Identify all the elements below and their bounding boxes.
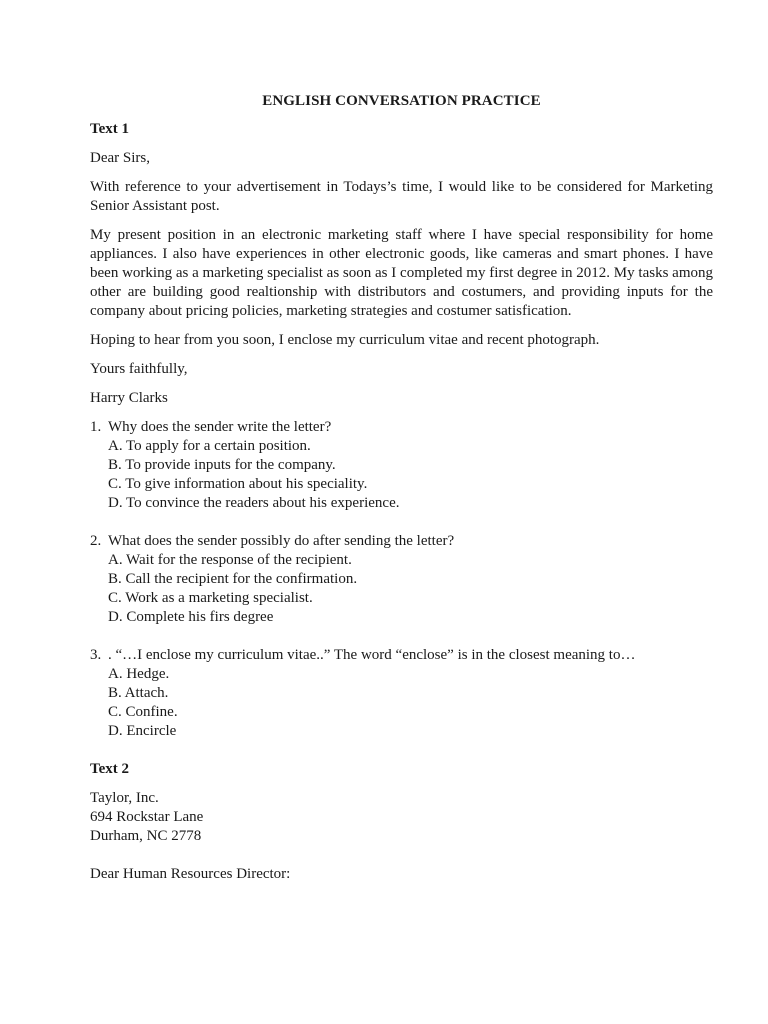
question-1	[90, 418, 713, 513]
question-3	[90, 646, 713, 741]
recipient-address	[90, 789, 713, 846]
answer-option: D. Encircle	[108, 723, 177, 739]
text1-salutation: Dear Sirs,	[90, 150, 150, 166]
answer-option: A. Wait for the response of the recipient.	[108, 552, 352, 568]
question-stem	[90, 646, 713, 665]
text1-paragraph: With reference to your advertisement in Todays’s time, I would like to be considered for Marketing Senior Assistant post.	[90, 179, 713, 214]
answer-option: B. To provide inputs for the company.	[108, 457, 336, 473]
address-line: Durham, NC 2778	[90, 828, 202, 844]
question-number: 2.	[90, 533, 102, 549]
question-text: . “…I enclose my curriculum vitae..” The word “enclose” is in the closest meaning to…	[108, 647, 636, 663]
answer-option: C. To give information about his speciality.	[108, 476, 368, 492]
document-page	[90, 92, 713, 894]
question-number: 1.	[90, 419, 102, 435]
answer-option: A. Hedge.	[108, 666, 170, 682]
answer-option: A. To apply for a certain position.	[108, 438, 311, 454]
answer-option: D. Complete his firs degree	[108, 609, 274, 625]
text1-closing: Yours faithfully,	[90, 361, 188, 377]
text1-signature: Harry Clarks	[90, 390, 168, 406]
answer-option: C. Confine.	[108, 704, 178, 720]
text2-heading: Text 2	[90, 761, 130, 777]
answer-option: B. Attach.	[108, 685, 169, 701]
answer-options	[90, 665, 713, 741]
answer-options	[90, 437, 713, 513]
question-number: 3.	[90, 647, 102, 663]
text1-paragraph: My present position in an electronic marketing staff where I have special responsibility for home appliances. I also have experiences in other electronic goods, like cameras and smart phones. I have been working as a marketing specialist as soon as I completed my first degree in 2012. My tasks among other are building good realtionship with distributors and costumers, and providing inputs for the company about pricing policies, marketing strategies and costumer satisfication.	[90, 227, 713, 319]
address-line: Taylor, Inc.	[90, 790, 159, 806]
document-title: ENGLISH CONVERSATION PRACTICE	[262, 93, 541, 109]
text1-heading: Text 1	[90, 121, 130, 137]
question-stem	[90, 532, 713, 551]
answer-option: C. Work as a marketing specialist.	[108, 590, 313, 606]
answer-option: D. To convince the readers about his experience.	[108, 495, 400, 511]
answer-options	[90, 551, 713, 627]
question-stem	[90, 418, 713, 437]
question-2	[90, 532, 713, 627]
question-text: Why does the sender write the letter?	[108, 419, 332, 435]
address-line: 694 Rockstar Lane	[90, 809, 204, 825]
answer-option: B. Call the recipient for the confirmation.	[108, 571, 358, 587]
text1-paragraph: Hoping to hear from you soon, I enclose my curriculum vitae and recent photograph.	[90, 332, 600, 348]
text2-salutation: Dear Human Resources Director:	[90, 866, 291, 882]
question-text: What does the sender possibly do after sending the letter?	[108, 533, 455, 549]
